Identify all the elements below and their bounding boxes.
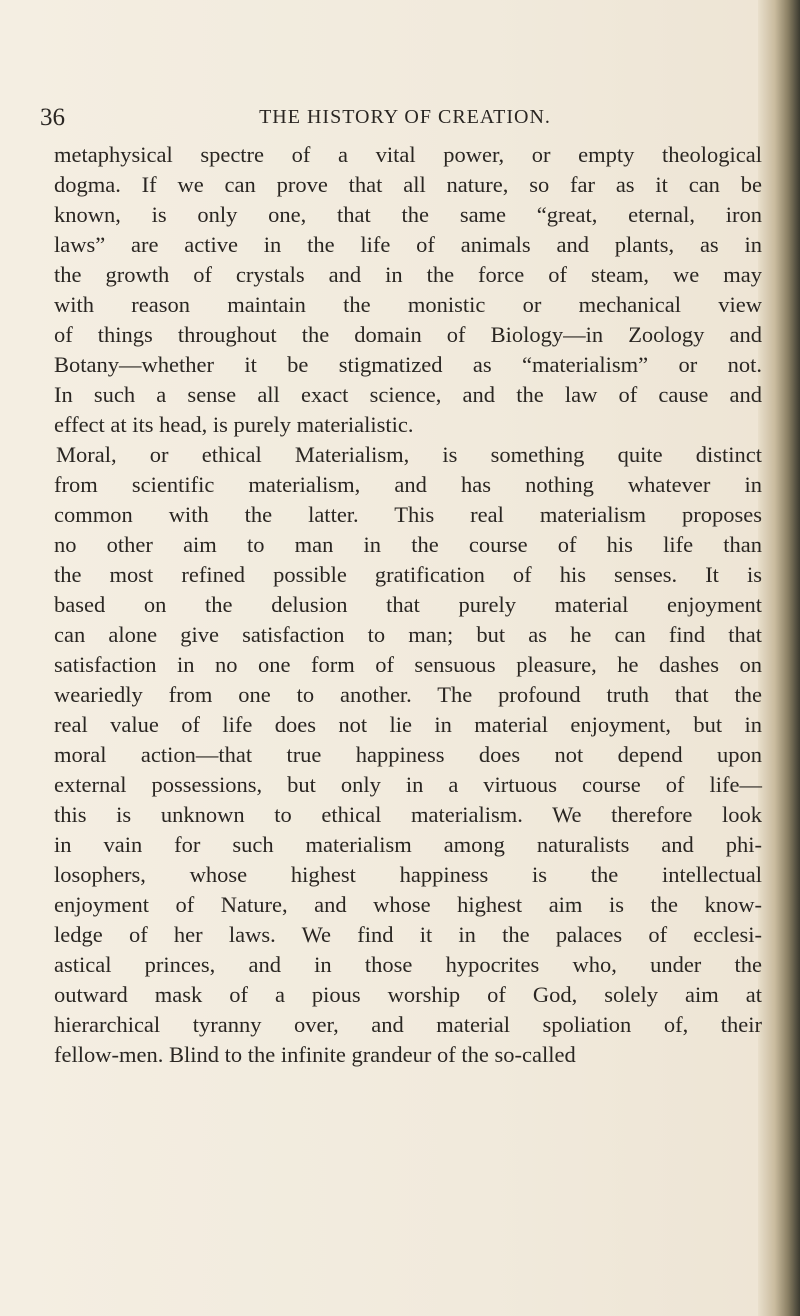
text-line: weariedly from one to another. The profound truth that the	[54, 682, 762, 707]
text-line: with reason maintain the monistic or mechanical view	[54, 292, 762, 317]
page-edge-shadow	[758, 0, 800, 1316]
text-line: real value of life does not lie in material enjoyment, but in	[54, 712, 762, 737]
text-line: ledge of her laws. We find it in the palaces of ecclesi-	[54, 922, 762, 947]
page-number: 36	[40, 104, 65, 131]
text-line: the growth of crystals and in the force of steam, we may	[54, 262, 762, 287]
text-line: from scientific materialism, and has nothing whatever in	[54, 472, 762, 497]
text-line: dogma. If we can prove that all nature, so far as it can be	[54, 172, 762, 197]
text-line: Botany—whether it be stigmatized as “materialism” or not.	[54, 352, 762, 377]
text-line: external possessions, but only in a virtuous course of life—	[54, 772, 762, 797]
text-line: fellow-men. Blind to the infinite grandeur of the so-called	[54, 1042, 576, 1067]
text-line: can alone give satisfaction to man; but as he can find that	[54, 622, 762, 647]
text-line: the most refined possible gratification of his senses. It is	[54, 562, 762, 587]
text-line: moral action—that true happiness does not depend upon	[54, 742, 762, 767]
text-line: metaphysical spectre of a vital power, or empty theological	[54, 142, 762, 167]
text-line: common with the latter. This real materialism proposes	[54, 502, 762, 527]
text-line: outward mask of a pious worship of God, solely aim at	[54, 982, 762, 1007]
text-line: known, is only one, that the same “great, eternal, iron	[54, 202, 762, 227]
text-line: In such a sense all exact science, and the law of cause and	[54, 382, 762, 407]
text-line: Moral, or ethical Materialism, is something quite distinct	[56, 442, 762, 467]
text-line: based on the delusion that purely material enjoyment	[54, 592, 762, 617]
text-line: effect at its head, is purely materialistic.	[54, 412, 414, 437]
page-header	[40, 104, 730, 140]
text-line: of things throughout the domain of Biology—in Zoology and	[54, 322, 762, 347]
text-line: laws” are active in the life of animals and plants, as in	[54, 232, 762, 257]
text-line: no other aim to man in the course of his life than	[54, 532, 762, 557]
running-title: THE HISTORY OF CREATION.	[259, 106, 551, 128]
text-line: astical princes, and in those hypocrites who, under the	[54, 952, 762, 977]
text-line: satisfaction in no one form of sensuous pleasure, he dashes on	[54, 652, 762, 677]
text-line: enjoyment of Nature, and whose highest aim is the know-	[54, 892, 762, 917]
text-line: losophers, whose highest happiness is the intellectual	[54, 862, 762, 887]
text-line: this is unknown to ethical materialism. We therefore look	[54, 802, 762, 827]
body-text	[54, 140, 762, 1070]
text-line: hierarchical tyranny over, and material spoliation of, their	[54, 1012, 762, 1037]
text-line: in vain for such materialism among naturalists and phi-	[54, 832, 762, 857]
